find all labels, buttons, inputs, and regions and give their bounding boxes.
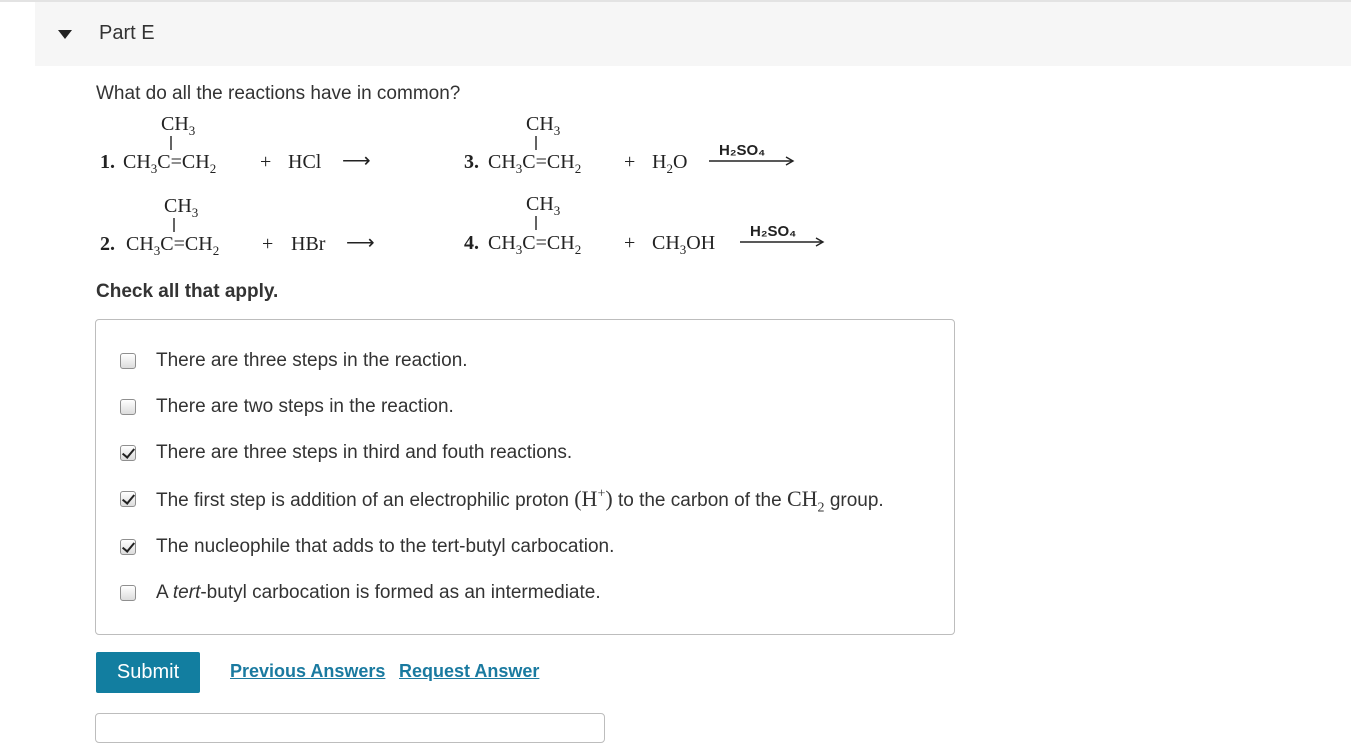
reaction-number: 3. (464, 151, 479, 173)
option-checkbox[interactable] (120, 539, 136, 555)
option-label: There are two steps in the reaction. (156, 396, 454, 417)
math-proton: (H+) (574, 486, 613, 511)
reaction-2 (100, 195, 375, 260)
option-checkbox[interactable] (120, 399, 136, 415)
option-checkbox[interactable] (120, 491, 136, 507)
option-row[interactable] (96, 580, 954, 608)
option-label: There are three steps in the reaction. (156, 350, 468, 371)
part-title: Part E (99, 22, 155, 44)
arrow-head-icon (786, 157, 793, 165)
previous-answers-link[interactable]: Previous Answers (230, 661, 386, 681)
reaction-number: 2. (100, 233, 115, 255)
option-row[interactable] (96, 486, 954, 514)
catalyst-label: H₂SO₄ (750, 223, 797, 240)
option-row[interactable] (96, 534, 954, 562)
option-row[interactable] (96, 440, 954, 468)
substituent-text: CH (161, 113, 189, 135)
reaction-1 (100, 113, 371, 178)
option-label: There are three steps in third and fouth reactions. (156, 442, 573, 463)
option-checkbox[interactable] (120, 585, 136, 601)
svg-text:4. CH3C=CH2 +: 4. $CH_3C=CH_2$ + $CH_3OH$ (464, 232, 716, 257)
svg-text:CH3: $CH_3$ (164, 195, 199, 220)
collapse-caret-icon[interactable] (58, 30, 72, 39)
reagent-text: HCl (288, 151, 322, 173)
option-row[interactable] (96, 394, 954, 422)
reactant-text: CH (123, 151, 151, 173)
option-checkbox[interactable] (120, 353, 136, 369)
options-box (95, 319, 955, 635)
svg-text:CH3 (161, 113, 195, 138)
arrow-head-icon (816, 238, 823, 246)
option-label: The first step is addition of an electrophilic proton (H+) to the carbon of the $CH_2$ group. (156, 486, 884, 516)
reaction-3 (464, 113, 793, 178)
reaction-arrow-icon: ⟶ (342, 150, 371, 172)
svg-text:CH3: $CH_3$ (526, 193, 561, 218)
instructions-text: Check all that apply. (96, 281, 279, 302)
catalyst-label: H₂SO₄ (719, 142, 766, 159)
reaction-4 (464, 193, 823, 259)
submit-button[interactable]: Submit (96, 652, 200, 693)
reaction-arrow-icon: ⟶ (346, 232, 375, 254)
option-label: A tert-butyl carbocation is formed as an intermediate. (156, 582, 601, 603)
option-row[interactable] (96, 348, 954, 376)
svg-text:2. CH3C=CH2 +: 2. $CH_3C=CH_2$ + HBr (100, 233, 326, 258)
math-ch2: $CH_2$ (786, 486, 825, 516)
substituent-subscript: 3 (188, 123, 196, 138)
reaction-number: 1. (100, 151, 115, 173)
svg-text:1. CH3C=CH2 +: 1. $CH_3C=CH_2$ + HCl (100, 151, 322, 176)
svg-text:CH3: $CH_3$ (526, 113, 561, 138)
option-checkbox[interactable] (120, 445, 136, 461)
part-header[interactable] (35, 2, 1351, 66)
request-answer-link[interactable]: Request Answer (399, 661, 540, 681)
feedback-box (95, 713, 605, 743)
option-label: The nucleophile that adds to the tert-butyl carbocation. (156, 536, 615, 557)
svg-text:3. CH3C=CH2 +: 3. $CH_3C=CH_2$ + $H_2O$ (464, 151, 688, 176)
reaction-number: 4. (464, 232, 479, 254)
question-text: What do all the reactions have in common? (96, 83, 461, 104)
